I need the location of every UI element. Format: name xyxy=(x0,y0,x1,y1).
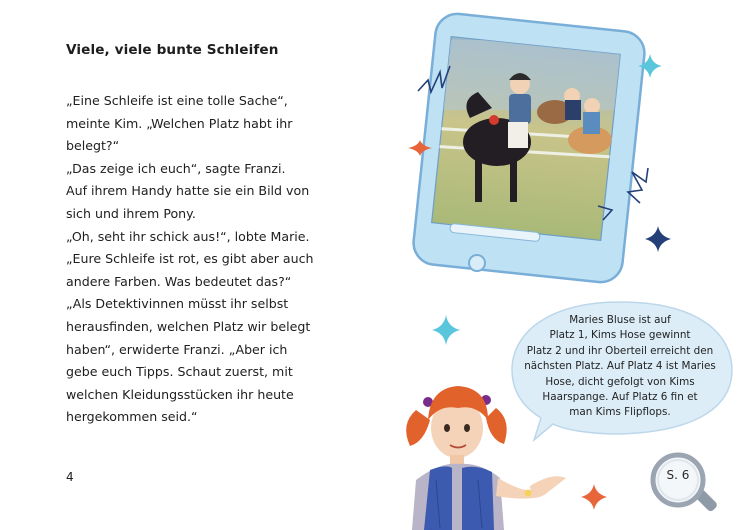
magnifier-icon xyxy=(653,455,718,513)
story-line: Auf ihrem Handy hatte sie ein Bild von xyxy=(66,183,310,199)
story-line: haben“, erwiderte Franzi. „Aber ich xyxy=(66,341,288,357)
story-line: belegt?“ xyxy=(66,138,120,154)
hint-line: nächsten Platz. Auf Platz 4 ist Maries xyxy=(524,360,716,373)
hint-text xyxy=(510,313,730,421)
hint-line: man Kims Flipflops. xyxy=(569,406,671,419)
story-line: hergekommen seid.“ xyxy=(66,409,198,425)
story-line: gebe euch Tipps. Schaut zuerst, mit xyxy=(66,364,293,380)
story-line: „Oh, seht ihr schick aus!“, lobte Marie. xyxy=(66,228,310,244)
story-line: „Eine Schleife ist eine tolle Sache“, xyxy=(66,93,288,108)
story-line: herausfinden, welchen Platz wir belegt xyxy=(66,318,311,334)
story-line: sich und ihrem Pony. xyxy=(66,205,196,221)
hint-line: Maries Bluse ist auf xyxy=(569,314,671,326)
story-line: andere Farben. Was bedeutet das?“ xyxy=(66,273,292,289)
smartphone-icon xyxy=(411,12,646,285)
story-line: „Eure Schleife ist rot, es gibt aber auch xyxy=(66,251,314,267)
sparkle-icon xyxy=(645,226,671,252)
story-line: „Als Detektivinnen müsst ihr selbst xyxy=(66,296,289,312)
story-line: welchen Kleidungsstücken ihr heute xyxy=(66,386,294,402)
story-line: „Das zeige ich euch“, sagte Franzi. xyxy=(66,160,286,176)
page-reference-label: S. 6 xyxy=(666,468,690,482)
hint-line: Hose, dicht gefolgt von Kims xyxy=(545,375,695,388)
hint-line: Platz 2 und ihr Oberteil erreicht den xyxy=(526,344,714,357)
sparkle-icon xyxy=(432,315,460,345)
sparkle-icon xyxy=(581,484,607,510)
story-line: meinte Kim. „Welchen Platz habt ihr xyxy=(66,115,293,131)
chapter-heading: Viele, viele bunte Schleifen xyxy=(66,42,279,58)
hint-line: Platz 1, Kims Hose gewinnt xyxy=(549,329,691,342)
page-number: 4 xyxy=(66,470,74,484)
hint-line: Haarspange. Auf Platz 6 fin et xyxy=(542,391,698,404)
